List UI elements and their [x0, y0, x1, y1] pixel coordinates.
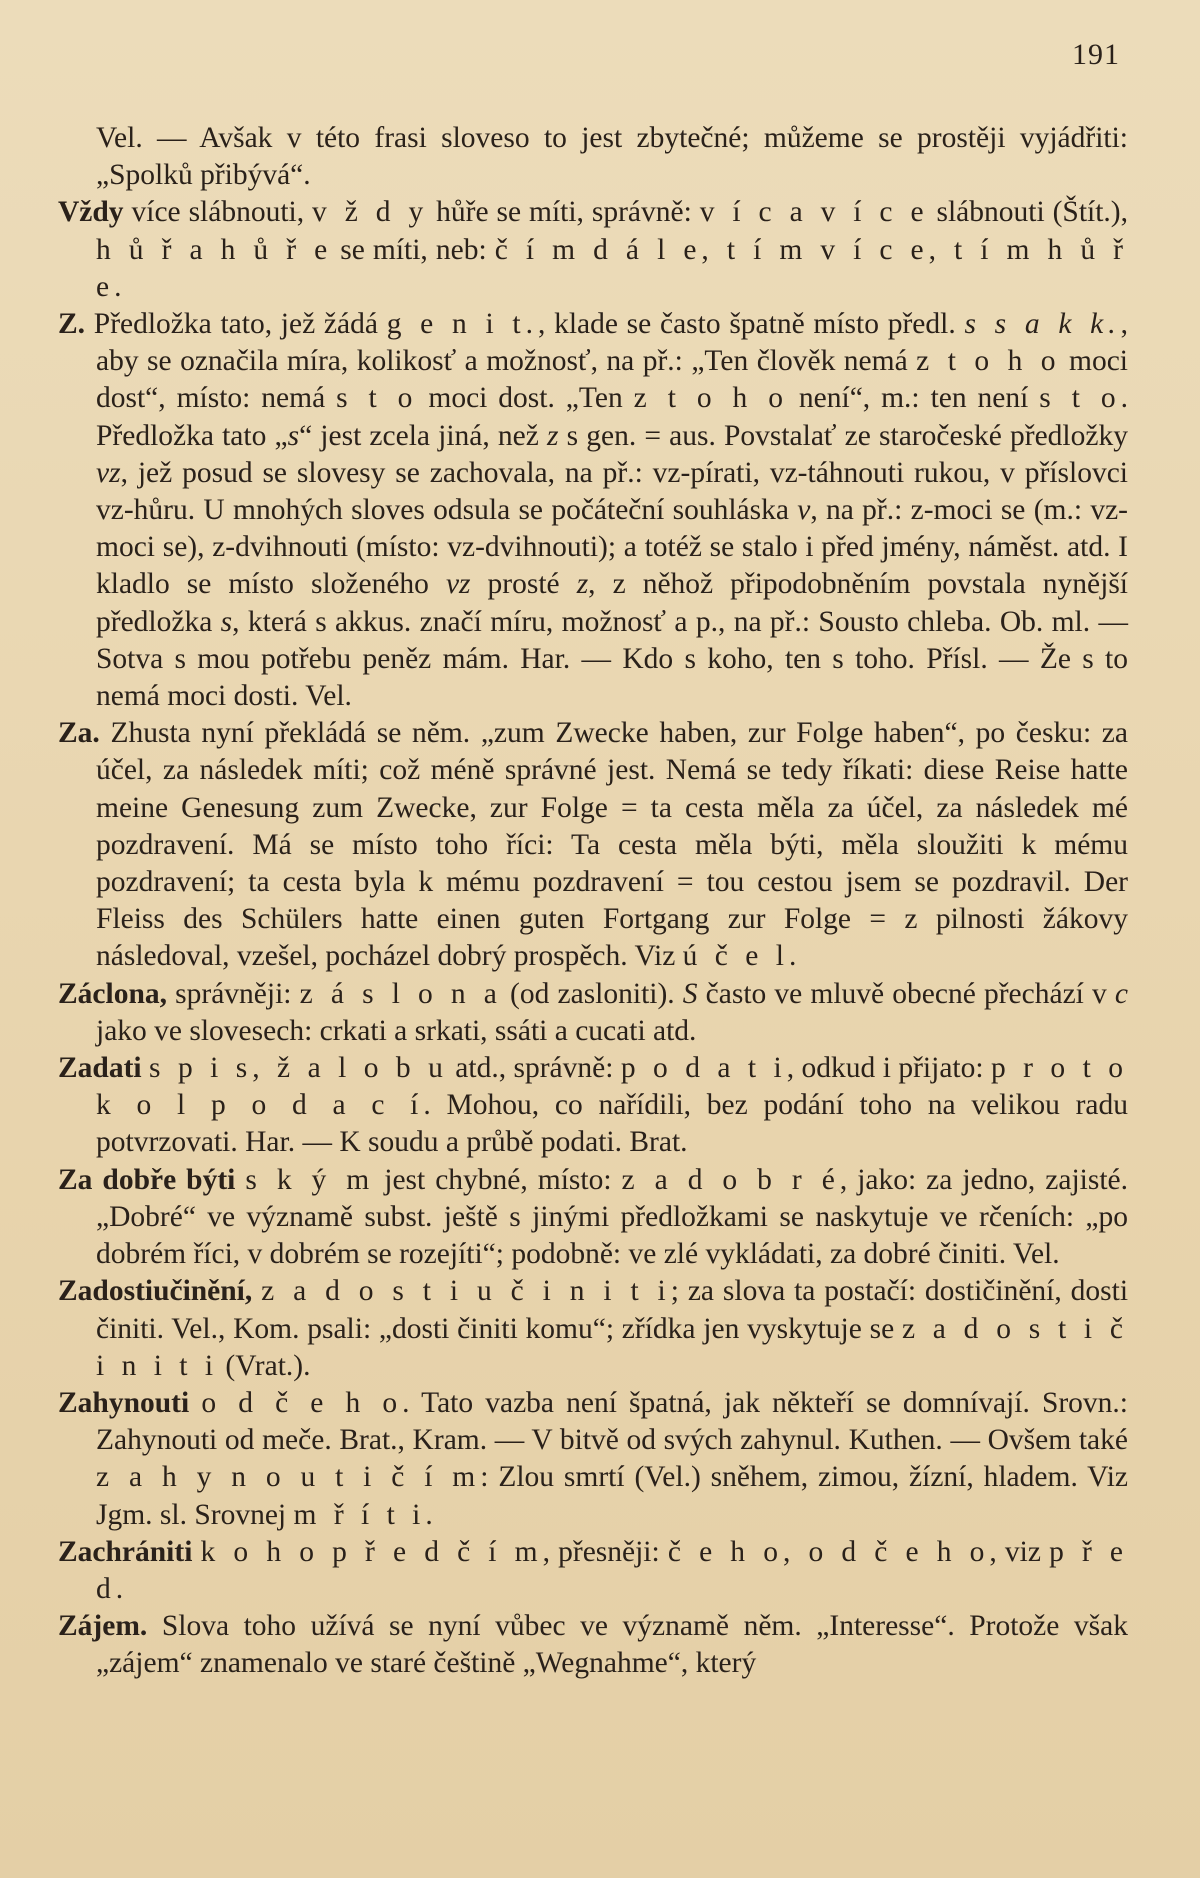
- headword: Vždy: [58, 196, 124, 229]
- entry-za-dobre-byti: Za dobře býti s k ý m jest chybné, místo: z a d o b r é, jako: za jedno, zajisté. „Dobré“ ve významě subst. ještě s jinými předložkami se naskytuje ve rčeních: „po dobrém říci, v dobrém se rozejíti“; podobně: ve zlé vykládati, za dobré činiti. Vel.: [58, 1163, 1128, 1271]
- entry-zachraniti: Zachrániti k o h o p ř e d č í m, přesněji: č e h o, o d č e h o, viz p ř e d.: [58, 1535, 1129, 1605]
- entry-za: Za. Zhusta nyní překládá se něm. „zum Zwecke haben, zur Folge haben“, po česku: za účel, za následek míti; což méně správné jest. Nemá se tedy říkati: diese Reise hatte meine Genesung zum Zwecke, zur Folge = ta cesta měla za účel, za následek mé pozdravení. Má se místo toho říci: Ta cesta měla býti, měla sloužiti k mému pozdravení; ta cesta byla k mému pozdravení = tou cestou jsem se pozdravil. Der Fleiss des Schülers hatte einen guten Fortgang zur Folge = z pilnosti žákovy následoval, vzešel, pocházel dobrý prospěch. Viz ú č e l.: [58, 717, 1128, 973]
- entry-zaclona: Záclona, správněji: z á s l o n a (od zasloniti). S často ve mluvě obecné přechází v c jako ve slovesech: crkati a srkati, ssáti a cucati atd.: [58, 977, 1128, 1047]
- headword: Zahynouti: [58, 1386, 190, 1419]
- entry-vzdy: Vždy více slábnouti, v ž d y hůře se míti, správně: v í c a v í c e slábnouti (Štít.), h ů ř a h ů ř e se míti, neb: č í m d á l e, t í m v í c e, t í m h ů ř e.: [58, 196, 1128, 303]
- entry-zajem: Zájem. Slova toho užívá se nyní vůbec ve významě něm. „Interesse“. Protože však „zájem“ znamenalo ve staré češtině „Wegnahme“, který: [58, 1610, 1128, 1680]
- page-number: 191: [1072, 38, 1120, 71]
- entry-zahynouti: Zahynouti o d č e h o. Tato vazba není špatná, jak někteří se domnívají. Srovn.: Zahynouti od meče. Brat., Kram. — V bitvě od svých zahynul. Kuthen. — Ovšem také z a h y n o u t i č í m: Zlou smrtí (Vel.) sněhem, zimou, žízní, hladem. Viz Jgm. sl. Srovnej m ř í t i.: [58, 1386, 1129, 1531]
- headword: Zachrániti: [58, 1535, 193, 1568]
- entry-z: Z. Předložka tato, jež žádá g e n i t., klade se často špatně místo předl. s s a k k., aby se označila míra, kolikosť a možnosť, na př.: „Ten člověk nemá z t o h o moci dost“, místo: nemá s t o moci dost. „Ten z t o h o není“, m.: ten není s t o. Předložka tato „s“ jest zcela jiná, než z s gen. = aus. Povstalať ze staročeské předložky vz, jež posud se slovesy se zachovala, na př.: vz-pírati, vz-táhnouti rukou, v příslovci vz-hůru. U mnohých sloves odsula se počáteční souhláska v, na př.: z-moci se (m.: vz-moci se), z-dvihnouti (místo: vz-dvihnouti); a totéž se stalo i před jmény, náměst. atd. I kladlo se místo složeného vz prosté z, z něhož připodobněním povstala nynější předložka s, která s akkus. značí míru, možnosť a p., na př.: Sousto chleba. Ob. ml. — Sotva s mou potřebu peněz mám. Har. — Kdo s koho, ten s toho. Přísl. — Že s to nemá moci dosti. Vel.: [58, 308, 1128, 713]
- entry-zadostiuciniti: Zadostiučinění, z a d o s t i u č i n i t i; za slova ta postačí: dostičinění, dosti činiti. Vel., Kom. psali: „dosti činiti komu“; zřídka jen vyskytuje se z a d o s t i č i n i t i (Vrat.).: [58, 1275, 1129, 1382]
- headword: Záclona,: [58, 977, 167, 1010]
- page-text: [58, 120, 1128, 1683]
- headword: Za.: [58, 717, 100, 750]
- headword: Zadostiučinění,: [58, 1275, 253, 1308]
- headword: Za dobře býti: [58, 1163, 236, 1196]
- headword: Zájem.: [58, 1610, 148, 1643]
- entry-continuation: Vel. — Avšak v této frasi sloveso to jest zbytečné; můžeme se prostěji vyjádřiti: „Spolků přibývá“.: [96, 122, 1128, 192]
- entry-zadati: Zadati s p i s, ž a l o b u atd., správně: p o d a t i, odkud i přijato: p r o t o k o l p o d a c í. Mohou, co nařídili, bez podání toho na velikou radu potvrzovati. Har. — K soudu a průbě podati. Brat.: [58, 1052, 1128, 1159]
- headword: Zadati: [58, 1052, 142, 1085]
- headword: Z.: [58, 308, 86, 341]
